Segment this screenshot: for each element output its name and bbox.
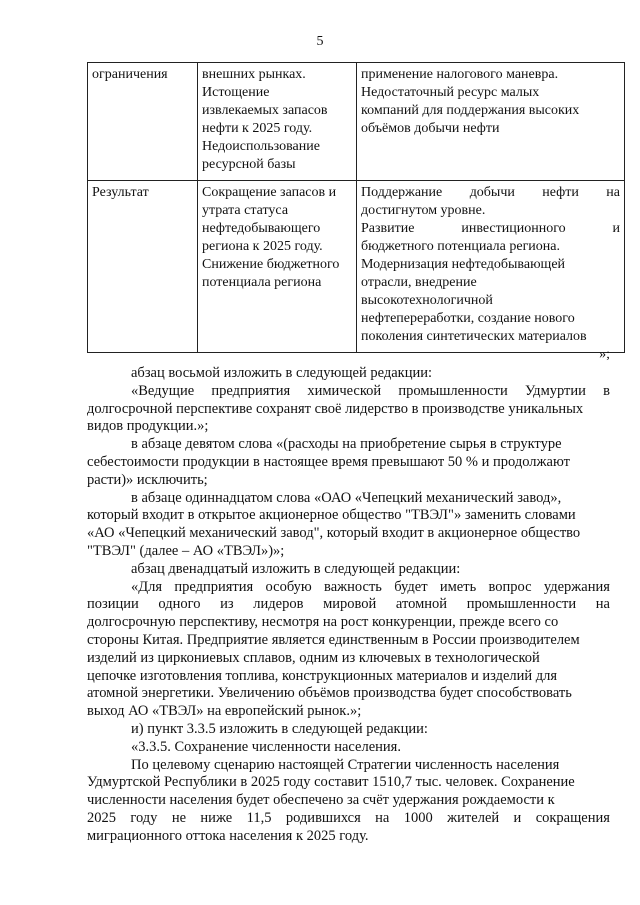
word: важность [324,578,382,595]
table-row [88,63,625,181]
cell-line: Сокращение запасов и [202,185,337,200]
word: промышленности [398,382,508,399]
cell-line: поколения синтетических материалов [361,329,587,344]
paragraph-line: видов продукции.»; [87,418,209,435]
word: предприятия [174,578,254,595]
paragraph-line: численности населения будет обеспечено за счёт удержания рождаемости к [87,792,555,809]
table-cell-threats [198,63,357,181]
paragraph-line: абзац восьмой изложить в следующей редакции: [131,365,433,381]
word: родившихся [285,809,361,826]
closing-quote: »; [599,347,610,362]
cell-line: высокотехнологичной [361,293,493,308]
paragraph-line: "ТВЭЛ" (далее – АО «ТВЭЛ»)»; [87,542,285,559]
word: предприятия [211,382,291,399]
paragraph-line: атомной энергетики. Увеличению объёмов производства будет способствовать [87,685,572,702]
cell-line: потенциала региона [202,275,322,290]
paragraph-line: абзац двенадцатый изложить в следующей редакции: [131,560,461,577]
paragraph-line [87,383,610,401]
word: добычи [469,185,515,200]
word: будет [394,578,428,595]
word: на [375,809,390,826]
word: нефти [542,185,579,200]
paragraph-line: «3.3.5. Сохранение численности населения. [131,738,401,755]
paragraph-line: миграционного оттока населения к 2025 году. [87,827,369,844]
body-text [87,365,610,846]
cell-line: ресурсной базы [202,157,296,172]
cell-line: нефтепереработки, создание нового [361,311,575,326]
page-number: 5 [316,34,324,49]
word: инвестиционного [461,221,566,236]
cell-line: бюджетного потенциала региона. [361,239,561,254]
paragraph-line: «АО «Чепецкий механический завод", который входит в акционерное общество [87,525,581,542]
cell-line: компаний для поддержания высоких [361,103,580,118]
word: 2025 [87,809,116,826]
cell-line: извлекаемых запасов [202,103,328,118]
word: сокращения [535,809,610,826]
row-label: Результат [92,185,149,200]
word: особую [265,578,312,595]
cell-line: внешних рынках. [202,67,306,82]
word: на [595,596,610,613]
cell-line: отрасли, внедрение [361,275,477,290]
cell-line: нефти к 2025 году. [202,121,313,136]
paragraph-line: в абзаце одиннадцатом слова «ОАО «Чепецкий механический завод», [131,489,562,506]
cell-line: Снижение бюджетного [202,257,340,272]
word: 11,5 [246,809,272,826]
paragraph-line: По целевому сценарию настоящей Стратегии численность населения [131,756,560,773]
table-cell-measures [357,181,625,353]
word: удержания [543,578,610,595]
word: иметь [439,578,477,595]
cell-line: Модернизация нефтедобывающей [361,257,566,272]
paragraph-line: цепочке изготовления топлива, конструкционных материалов и изделий для [87,667,558,684]
word: химической [307,382,382,399]
word: и [612,221,620,236]
table-cell-label [88,63,198,181]
word: Поддержание [361,185,443,200]
cell-line: Истощение [202,85,270,100]
strategy-table [87,62,625,353]
cell-line: утрата статуса [202,203,289,218]
paragraph-line: изделий из циркониевых сплавов, одним из ключевых в технологической [87,649,540,666]
word: ниже [200,809,233,826]
word: на [606,185,620,200]
word: году [130,809,158,826]
paragraph-line: в абзаце девятом слова «(расходы на приобретение сырья в структуре [131,436,562,453]
paragraph-line: долгосрочную перспективу, несмотря на рост конкуренции, прежде всего со [87,614,559,631]
word: Удмуртии [524,382,586,399]
cell-line: нефтедобывающего [202,221,321,236]
word: вопрос [488,578,532,595]
cell-line: достигнутом уровне. [361,203,486,218]
word: позиции [87,596,139,613]
word: не [171,809,187,826]
cell-line [361,184,620,202]
cell-line: Недоиспользование [202,139,320,154]
cell-line: Недостаточный ресурс малых [361,85,540,100]
word: из [220,596,234,613]
paragraph-line [87,810,610,828]
paragraph-line: стороны Китая. Предприятие является единственным в России производителем [87,631,580,648]
paragraph-line: и) пункт 3.3.5 изложить в следующей редакции: [131,720,428,737]
paragraph-line: долгосрочной перспективе сохранят своё лидерство в производстве уникальных [87,400,584,417]
word: 1000 [403,809,433,826]
paragraph-line: выход АО «ТВЭЛ» на европейский рынок.»; [87,703,362,720]
table-cell-threats [198,181,357,353]
cell-line: объёмов добычи нефти [361,121,500,136]
word: «Ведущие [131,382,195,399]
word: лидеров [253,596,304,613]
paragraph-line [87,579,610,597]
word: «Для [131,578,163,595]
word: в [603,382,610,399]
paragraph-line: Удмуртской Республики в 2025 году составит 1510,7 тыс. человек. Сохранение [87,774,575,791]
table-cell-measures [357,63,625,181]
word: одного [158,596,201,613]
word: жителей [447,809,500,826]
cell-line: региона к 2025 году. [202,239,323,254]
word: мировой [323,596,377,613]
word: промышленности [466,596,577,613]
paragraph-line [87,596,610,614]
word: и [513,809,522,826]
paragraph-line: себестоимости продукции в настоящее время превышают 50 % и продолжают [87,453,570,470]
table-cell-label [88,181,198,353]
word: атомной [395,596,448,613]
cell-line [361,220,620,238]
word: Развитие [361,221,415,236]
row-label: ограничения [92,67,168,82]
paragraph-line: который входит в открытое акционерное общество "ТВЭЛ"» заменить словами [87,507,576,524]
cell-line: применение налогового маневра. [361,67,559,82]
paragraph-line: расти)» исключить; [87,471,208,488]
table-row [88,181,625,353]
